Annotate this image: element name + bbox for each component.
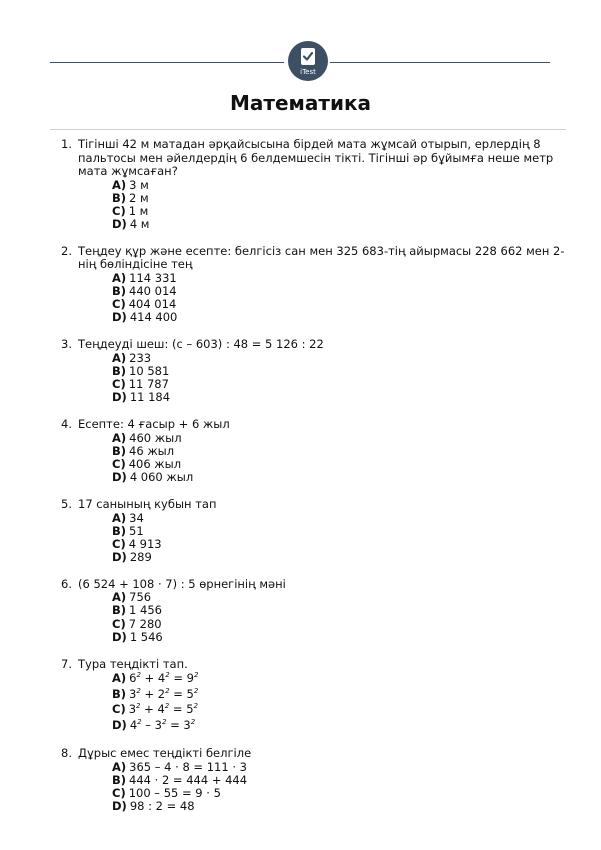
answer-options [112, 432, 566, 484]
answer-options [112, 591, 566, 643]
option-text: 4 060 жыл [129, 469, 194, 484]
option-letter: D) [112, 717, 127, 732]
option-text: 1 456 [129, 603, 162, 618]
option-letter: A) [112, 177, 127, 192]
option-letter: B) [112, 363, 127, 378]
answer-option[interactable] [112, 591, 566, 604]
option-text: 1 м [128, 203, 149, 218]
option-text: 4 м [129, 216, 150, 231]
option-letter: B) [112, 443, 127, 458]
answer-options [112, 671, 566, 733]
logo-text: iTest [300, 68, 316, 76]
option-text: 1 546 [129, 629, 163, 644]
option-text: 46 жыл [129, 443, 175, 458]
option-letter: C) [112, 536, 126, 551]
option-letter: D) [112, 549, 127, 564]
answer-option[interactable] [112, 671, 566, 687]
answer-option[interactable] [112, 272, 566, 285]
answer-option[interactable] [112, 618, 566, 631]
question-number: 5. [61, 497, 72, 511]
question-number: 8. [61, 746, 72, 761]
option-letter: C) [112, 702, 126, 717]
question-text: Тура теңдікті тап. [78, 656, 188, 671]
answer-option[interactable] [112, 538, 566, 551]
answer-option[interactable] [112, 365, 566, 378]
option-text: 414 400 [129, 310, 178, 325]
option-text: 365 – 4 · 8 = 111 · 3 [129, 759, 247, 774]
option-text: 114 331 [129, 270, 177, 285]
answer-option[interactable] [112, 718, 566, 734]
question-number: 7. [61, 656, 72, 671]
option-letter: C) [112, 297, 126, 312]
answer-option[interactable] [112, 218, 566, 231]
option-text: 3 м [129, 177, 149, 192]
option-letter: B) [112, 772, 127, 787]
option-text: 4 913 [128, 536, 162, 551]
answer-option[interactable] [112, 631, 566, 644]
option-text: 2 м [129, 190, 149, 205]
option-text: 34 [129, 510, 144, 525]
answer-options [112, 512, 566, 564]
question [50, 138, 566, 231]
header-line-left [50, 62, 284, 63]
option-letter: C) [112, 616, 126, 631]
question [50, 498, 566, 564]
option-text: 100 – 55 = 9 · 5 [128, 785, 221, 800]
question-text: Есепте: 4 ғасыр + 6 жыл [78, 417, 230, 432]
option-math: $4^2 - 3^2 = 3^2$ [129, 717, 196, 732]
option-letter: B) [112, 603, 127, 618]
question-number: 6. [61, 576, 72, 591]
option-letter: B) [112, 190, 127, 205]
answer-option[interactable] [112, 179, 566, 192]
answer-option[interactable] [112, 298, 566, 311]
question [50, 747, 566, 813]
answer-option[interactable] [112, 378, 566, 391]
option-letter: C) [112, 376, 126, 391]
question-text: Теңдеуді шеш: (с – 603) : 48 = 5 126 : 22 [78, 337, 324, 352]
question-text: (6 524 + 108 · 7) : 5 өрнегінің мәні [78, 576, 286, 591]
option-letter: A) [112, 510, 127, 525]
question [50, 418, 566, 484]
answer-options [112, 272, 566, 324]
checklist-icon [300, 47, 316, 66]
question-number: 2. [61, 243, 72, 258]
question [50, 658, 566, 734]
option-math: $3^2 + 2^2 = 5^2$ [129, 686, 199, 701]
option-letter: D) [112, 310, 127, 325]
answer-option[interactable] [112, 702, 566, 718]
option-text: 756 [129, 590, 152, 605]
question-text: Тігінші 42 м матадан әрқайсысына бірдей мата жұмсай отырып, ерлердің 8 пальтосы мен әйелдердің 6 белдемшесін тікті. Тігінші әр бұйымға неше метр мата жұмсаған? [78, 137, 554, 178]
option-letter: A) [112, 590, 127, 605]
question [50, 338, 566, 404]
option-letter: D) [112, 629, 127, 644]
question-number: 4. [61, 417, 72, 432]
option-letter: A) [112, 759, 127, 774]
question-text: Теңдеу құр және есепте: белгісіз сан мен 325 683-тің айырмасы 228 662 мен 2-нің бөліндісіне тең [78, 243, 565, 272]
answer-options [112, 179, 566, 231]
option-text: 11 184 [129, 390, 171, 405]
answer-option[interactable] [112, 800, 566, 813]
option-letter: B) [112, 686, 127, 701]
page-title: Математика [229, 91, 372, 115]
question-text: 17 санының кубын тап [78, 497, 217, 511]
option-math: $6^2 + 4^2 = 9^2$ [129, 671, 199, 686]
option-text: 406 жыл [128, 456, 182, 471]
option-text: 444 · 2 = 444 + 444 [129, 772, 248, 787]
question-number: 1. [61, 137, 72, 151]
answer-options [112, 761, 566, 813]
answer-option[interactable] [112, 352, 566, 365]
answer-options [112, 352, 566, 404]
answer-option[interactable] [112, 205, 566, 218]
question-text: Дұрыс емес теңдікті белгіле [78, 746, 252, 761]
itest-logo [288, 41, 328, 81]
answer-option[interactable] [112, 604, 566, 617]
option-letter: B) [112, 283, 127, 298]
option-text: 10 581 [129, 363, 170, 378]
option-text: 404 014 [128, 297, 177, 312]
question [50, 245, 566, 324]
option-letter: C) [112, 785, 126, 800]
question-list [50, 138, 566, 827]
option-letter: D) [112, 390, 127, 405]
option-letter: A) [112, 430, 127, 445]
answer-option[interactable] [112, 471, 566, 484]
option-letter: A) [112, 671, 127, 686]
header-line-right [330, 62, 550, 63]
answer-option[interactable] [112, 551, 566, 564]
option-text: 11 787 [128, 376, 169, 391]
option-text: 440 014 [129, 283, 177, 298]
answer-option[interactable] [112, 687, 566, 703]
option-text: 51 [129, 523, 144, 538]
answer-option[interactable] [112, 192, 566, 205]
option-text: 460 жыл [129, 430, 182, 445]
title-divider [50, 129, 566, 130]
option-letter: C) [112, 203, 126, 218]
answer-option[interactable] [112, 512, 566, 525]
option-letter: D) [112, 469, 127, 484]
option-letter: C) [112, 456, 126, 471]
option-letter: D) [112, 216, 127, 231]
option-text: 7 280 [128, 616, 162, 631]
option-letter: A) [112, 270, 127, 285]
answer-option[interactable] [112, 311, 566, 324]
answer-option[interactable] [112, 285, 566, 298]
answer-option[interactable] [112, 432, 566, 445]
option-letter: A) [112, 350, 127, 365]
option-text: 289 [129, 549, 152, 564]
option-math: $3^2 + 4^2 = 5^2$ [128, 702, 198, 717]
option-text: 233 [129, 350, 152, 365]
answer-option[interactable] [112, 391, 566, 404]
answer-option[interactable] [112, 525, 566, 538]
option-text: 98 : 2 = 48 [129, 799, 195, 814]
question-number: 3. [61, 337, 72, 352]
option-letter: D) [112, 799, 127, 814]
option-letter: B) [112, 523, 127, 538]
question [50, 578, 566, 644]
